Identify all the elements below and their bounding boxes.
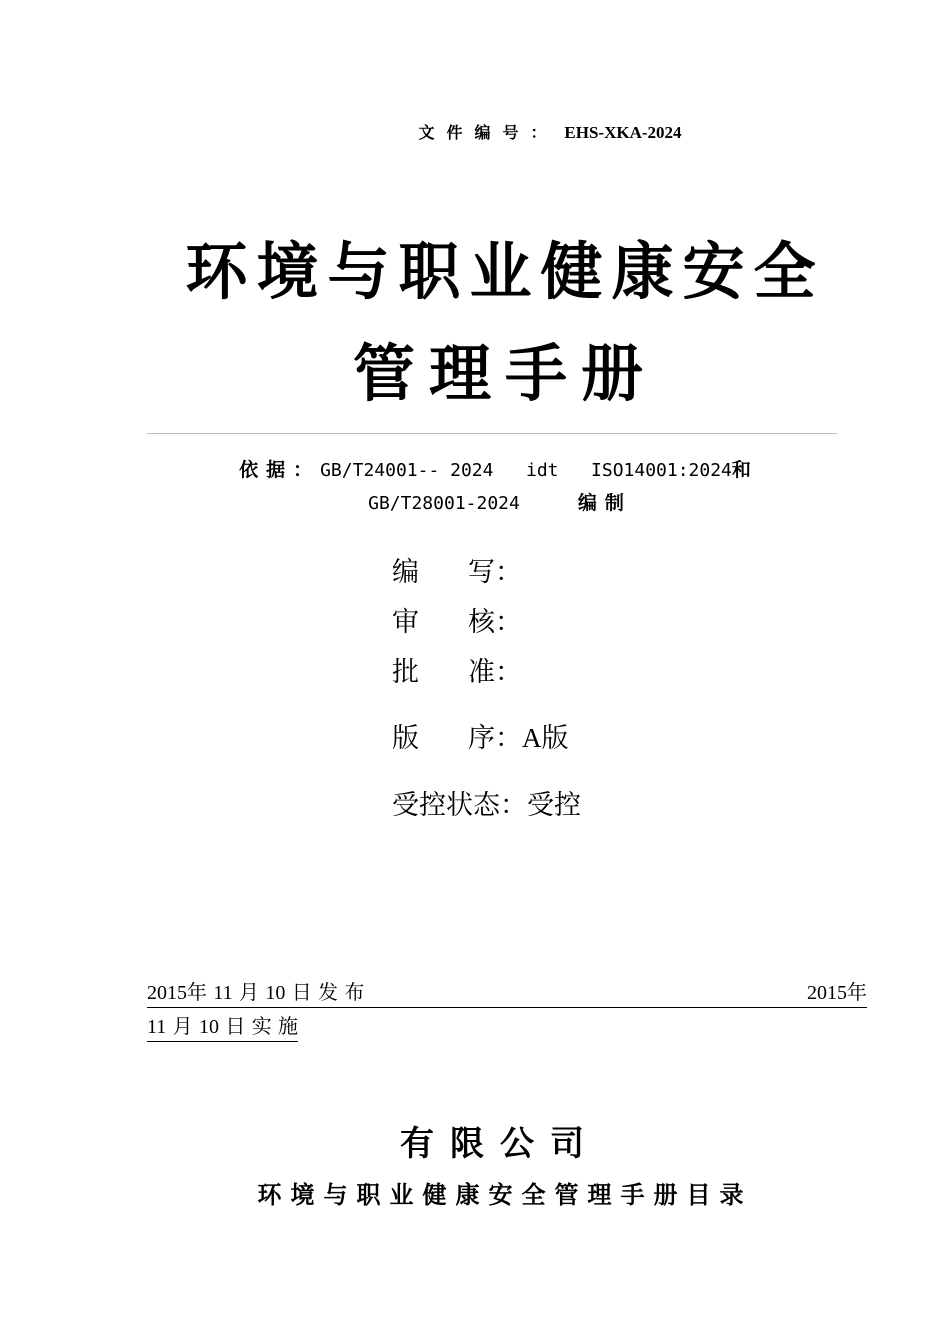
- field-control-value: 受控: [527, 790, 581, 821]
- field-edition-key1: 版: [392, 723, 419, 754]
- title-divider: [147, 433, 837, 434]
- effective-month-unit: 月: [166, 1014, 199, 1038]
- document-number-label: 文件编号：: [418, 123, 559, 142]
- field-reviewer-key2: 核：: [468, 607, 522, 638]
- effective-day-label: 日 实 施: [218, 1014, 299, 1038]
- field-writer: [392, 554, 522, 591]
- effective-year-unit: 年: [847, 980, 867, 1004]
- basis-line-1: [0, 456, 950, 485]
- field-edition: [392, 720, 569, 757]
- effective-day: 10: [198, 1016, 219, 1038]
- issue-date-line: [147, 978, 867, 1008]
- issue-day-label: 日 发 布: [285, 980, 365, 1004]
- field-approver-key2: 准：: [468, 657, 522, 688]
- issue-month-unit: 月: [232, 980, 266, 1004]
- document-number: [0, 120, 950, 143]
- field-edition-value: A版: [522, 723, 569, 753]
- manual-title-line-2: 管理手册: [352, 337, 657, 410]
- effective-year-group: [807, 978, 867, 1007]
- field-control-status: [392, 788, 581, 824]
- field-reviewer: [392, 604, 522, 641]
- toc-title: 环境与职业健康安全管理手册目录: [257, 1181, 753, 1209]
- issue-day: 10: [265, 982, 286, 1004]
- issue-year: 2015: [147, 982, 187, 1004]
- field-approver-key1: 批: [392, 657, 419, 688]
- basis-compiled: 编制: [577, 492, 632, 514]
- basis-standard-2: GB/T28001-2024: [368, 493, 520, 514]
- basis-and: 和: [731, 459, 751, 481]
- effective-date-line: [147, 1012, 298, 1042]
- manual-title-line-1: 环境与职业健康安全: [185, 235, 825, 308]
- field-approver: [392, 654, 522, 691]
- basis-standard-1: GB/T24001-- 2024 idt ISO14001:2024: [320, 460, 732, 481]
- document-number-value: EHS-XKA-2024: [564, 123, 682, 142]
- issue-month: 11: [213, 982, 233, 1004]
- issue-year-unit: 年: [187, 980, 214, 1004]
- field-edition-key2: 序：: [468, 723, 522, 754]
- company-name: 有限公司: [400, 1124, 600, 1164]
- field-writer-key1: 编: [392, 557, 419, 588]
- field-writer-key2: 写：: [468, 557, 522, 588]
- effective-year: 2015: [807, 982, 847, 1004]
- field-reviewer-key1: 审: [392, 607, 419, 638]
- field-control-key: 受控状态：: [392, 790, 527, 821]
- effective-month: 11: [147, 1016, 167, 1038]
- basis-line-2: [0, 489, 950, 518]
- basis-label: 依据：: [239, 459, 321, 481]
